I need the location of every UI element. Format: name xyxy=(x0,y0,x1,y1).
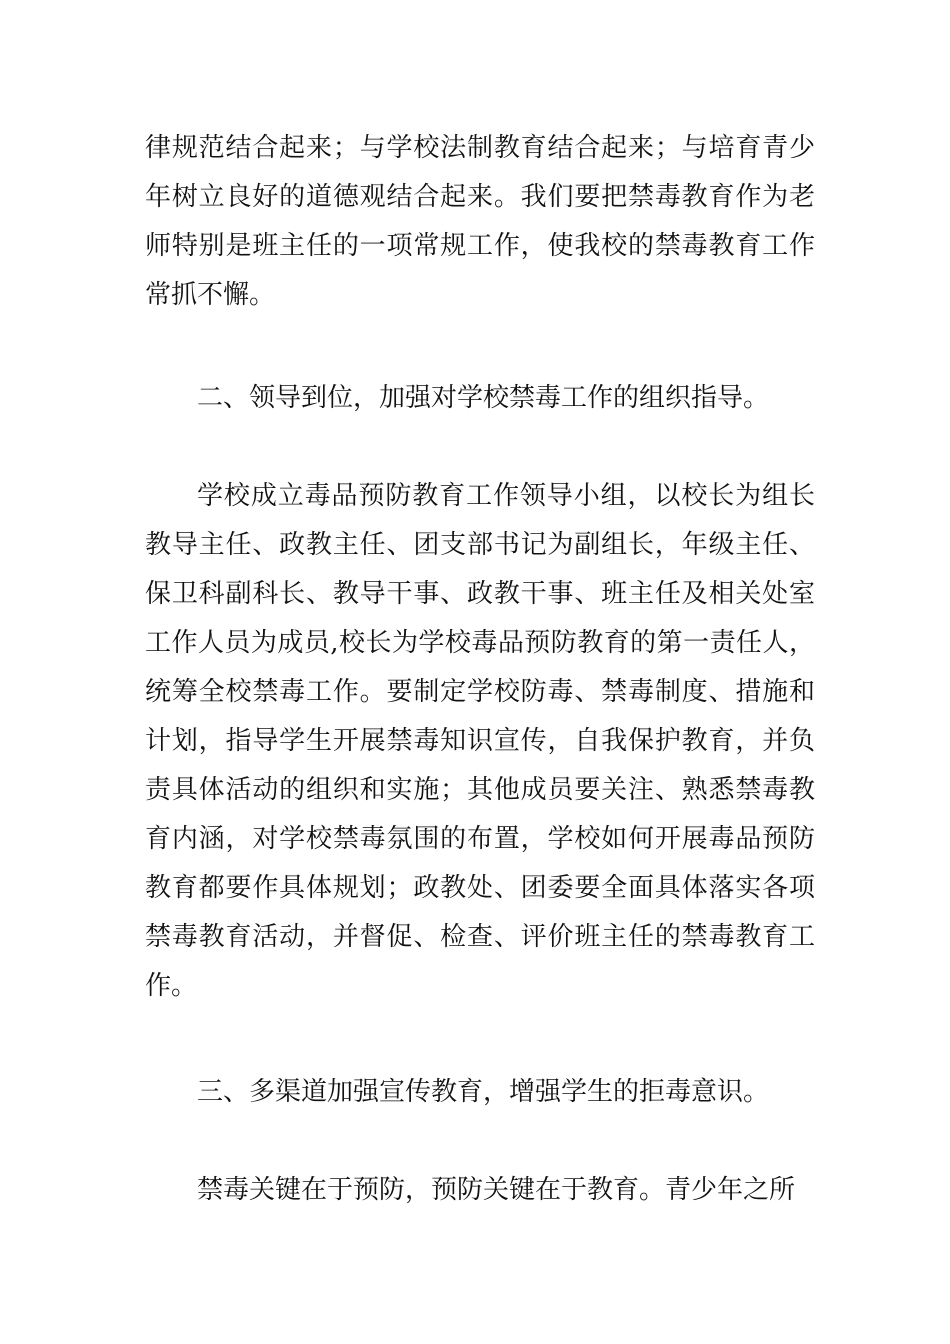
paragraph-1 xyxy=(145,124,815,320)
section-heading-2 xyxy=(145,374,815,423)
paragraph-line: 统筹全校禁毒工作。要制定学校防毒、禁毒制度、措施和 xyxy=(145,677,815,707)
section-heading-text: 二、领导到位，加强对学校禁毒工作的组织指导。 xyxy=(197,383,770,413)
paragraph-line: 责具体活动的组织和实施；其他成员要关注、熟悉禁毒教 xyxy=(145,775,815,805)
section-heading-text: 三、多渠道加强宣传教育，增强学生的拒毒意识。 xyxy=(197,1077,770,1107)
paragraph-line: 教育都要作具体规划；政教处、团委要全面具体落实各项 xyxy=(145,873,815,903)
paragraph-line: 育内涵，对学校禁毒氛围的布置，学校如何开展毒品预防 xyxy=(145,824,815,854)
paragraph-line: 教导主任、政教主任、团支部书记为副组长，年级主任、 xyxy=(145,530,815,560)
paragraph-line: 常抓不懈。 xyxy=(145,280,276,310)
paragraph-line: 师特别是班主任的一项常规工作，使我校的禁毒教育工作 xyxy=(145,231,815,261)
paragraph-line: 禁毒教育活动，并督促、检查、评价班主任的禁毒教育工 xyxy=(145,922,815,952)
paragraph-line: 保卫科副科长、教导干事、政教干事、班主任及相关处室 xyxy=(145,579,815,609)
paragraph-line: 工作人员为成员,校长为学校毒品预防教育的第一责任人， xyxy=(145,628,815,658)
paragraph-2 xyxy=(145,472,815,1011)
paragraph-line: 年树立良好的道德观结合起来。我们要把禁毒教育作为老 xyxy=(145,182,815,212)
paragraph-line: 作。 xyxy=(145,971,198,1001)
paragraph-line: 律规范结合起来；与学校法制教育结合起来；与培育青少 xyxy=(145,133,815,163)
paragraph-line: 计划，指导学生开展禁毒知识宣传，自我保护教育，并负 xyxy=(145,726,815,756)
paragraph-line: 学校成立毒品预防教育工作领导小组，以校长为组长 xyxy=(197,481,815,511)
section-heading-3 xyxy=(145,1068,815,1117)
paragraph-3 xyxy=(145,1166,815,1215)
paragraph-line: 禁毒关键在于预防，预防关键在于教育。青少年之所 xyxy=(197,1175,796,1205)
